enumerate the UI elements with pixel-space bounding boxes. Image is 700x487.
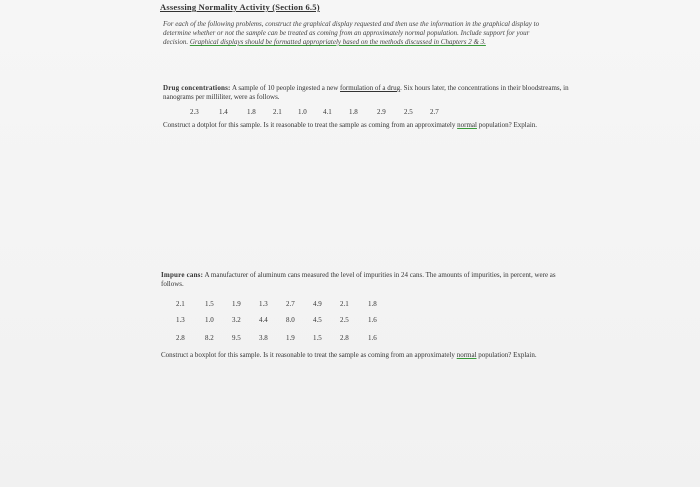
cans-value: 8.2 — [205, 334, 214, 342]
drug-value: 1.8 — [247, 108, 256, 116]
cans-value: 3.2 — [232, 316, 241, 324]
drug-value: 1.4 — [219, 108, 228, 116]
cans-value: 4.9 — [313, 300, 322, 308]
cans-value: 4.5 — [313, 316, 322, 324]
cans-value: 1.9 — [286, 334, 295, 342]
cans-value: 1.6 — [368, 334, 377, 342]
cans-value: 1.5 — [313, 334, 322, 342]
drug-value: 2.1 — [273, 108, 282, 116]
drug-value: 1.0 — [298, 108, 307, 116]
cans-problem-description: Impure cans: A manufacturer of aluminum cans measured the level of impurities in 24 cans. The amounts of impurities, in percent, were as follows. — [161, 271, 556, 288]
cans-values-row-2 — [0, 316, 700, 326]
instructions — [163, 20, 548, 47]
cans-value: 1.8 — [368, 300, 377, 308]
drug-problem-heading: Drug concentrations: — [163, 84, 231, 92]
cans-value: 2.8 — [176, 334, 185, 342]
cans-values-row-3 — [0, 334, 700, 344]
cans-normal-link: normal — [456, 351, 477, 359]
cans-value: 1.0 — [205, 316, 214, 324]
cans-value: 3.8 — [259, 334, 268, 342]
cans-value: 1.3 — [259, 300, 268, 308]
cans-value: 2.1 — [176, 300, 185, 308]
drug-value: 1.8 — [349, 108, 358, 116]
instructions-formatting-note: Graphical displays should be formatted appropriately based on the methods discussed in Chapters 2 & 3. — [189, 38, 486, 46]
drug-normal-link: normal — [457, 121, 477, 129]
drug-problem-description: Drug concentrations: A sample of 10 people ingested a new formulation of a drug. Six hours later, the concentrations in their bloodstreams, in nanograms per milliliter, were as follows. — [163, 84, 569, 101]
cans-value: 1.6 — [368, 316, 377, 324]
cans-value: 2.8 — [340, 334, 349, 342]
instructions-text: For each of the following problems, construct the graphical display requested and then use the information in the graphical display to determine whether or not the sample can be treated as coming from an approximately normal population. Include support for your decision. — [163, 20, 540, 46]
drug-formulation-link: formulation of a drug — [340, 84, 401, 92]
drug-value: 2.9 — [377, 108, 386, 116]
drug-value: 2.7 — [430, 108, 439, 116]
cans-value: 2.5 — [340, 316, 349, 324]
cans-value: 1.5 — [205, 300, 214, 308]
drug-value: 4.1 — [323, 108, 332, 116]
cans-value: 8.0 — [286, 316, 295, 324]
cans-value: 1.9 — [232, 300, 241, 308]
drug-value: 2.3 — [190, 108, 199, 116]
worksheet-title: Assessing Normality Activity (Section 6.5) — [160, 2, 320, 12]
cans-value: 4.4 — [259, 316, 268, 324]
cans-problem-heading: Impure cans: — [161, 271, 204, 279]
cans-value: 9.5 — [232, 334, 241, 342]
cans-value: 2.7 — [286, 300, 295, 308]
cans-value: 1.3 — [176, 316, 185, 324]
cans-value: 2.1 — [340, 300, 349, 308]
drug-question: Construct a dotplot for this sample. Is it reasonable to treat the sample as coming from an approximately normal population? Explain. — [163, 121, 538, 129]
cans-values-row-1 — [0, 300, 700, 310]
cans-question: Construct a boxplot for this sample. Is it reasonable to treat the sample as coming from an approximately normal population? Explain. — [161, 351, 537, 359]
drug-value: 2.5 — [404, 108, 413, 116]
drug-values-row — [0, 108, 700, 118]
